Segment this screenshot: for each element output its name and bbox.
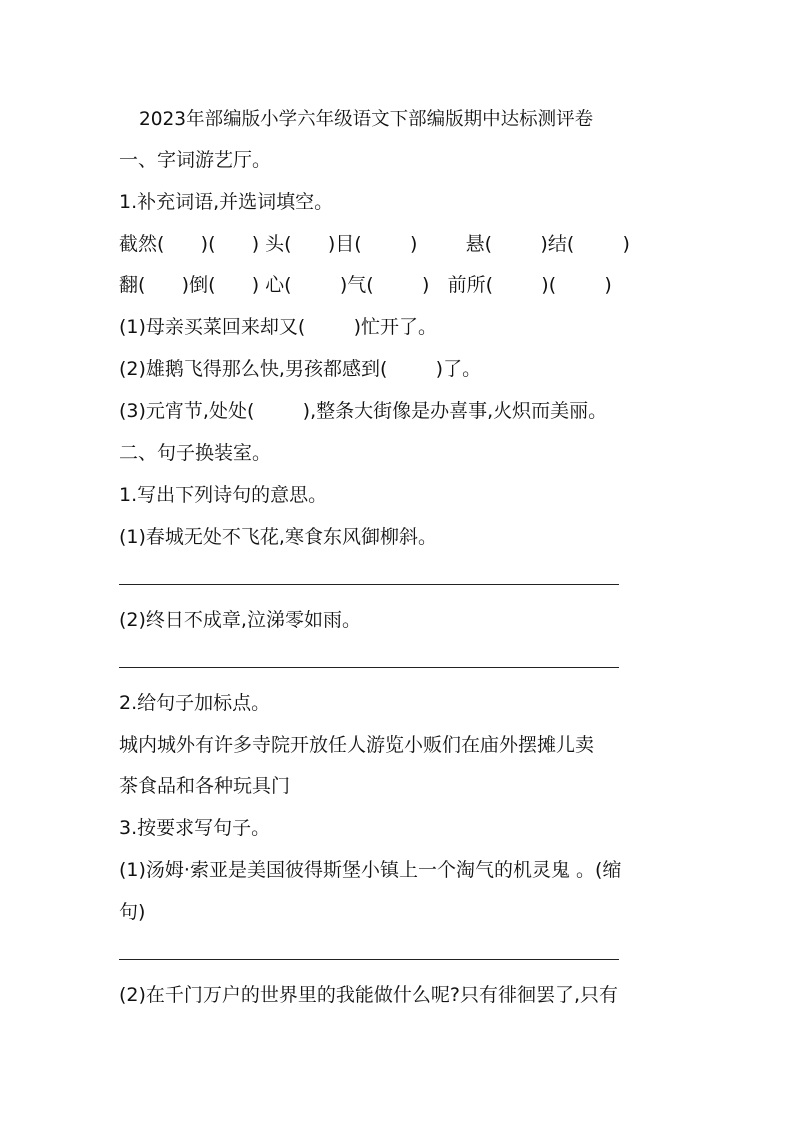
fill-blank-1: (1)母亲买菜回来却又( )忙开了。	[119, 316, 438, 338]
answer-line	[119, 584, 619, 585]
section-heading-1: 一、字词游艺厅。	[119, 149, 272, 171]
question-1-1: 1.补充词语,并选词填空。	[119, 191, 334, 213]
idiom-row-1: 截然( )( ) 头( )目( ) 悬( )结( )	[119, 233, 630, 255]
question-2-3: 3.按要求写句子。	[119, 817, 271, 839]
rewrite-sentence-1: (1)汤姆·索亚是美国彼得斯堡小镇上一个淘气的机灵鬼 。(缩	[119, 859, 622, 881]
fill-blank-3: (3)元宵节,处处( ),整条大街像是办喜事,火炽而美丽。	[119, 400, 608, 422]
answer-line	[119, 959, 619, 960]
idiom-row-2: 翻( )倒( ) 心( )气( ) 前所( )( )	[119, 274, 612, 296]
page-title: 2023年部编版小学六年级语文下部编版期中达标测评卷	[139, 109, 594, 130]
fill-blank-2: (2)雄鹅飞得那么快,男孩都感到( )了。	[119, 358, 482, 380]
question-2-2: 2.给句子加标点。	[119, 692, 271, 714]
poem-line-2: (2)终日不成章,泣涕零如雨。	[119, 609, 361, 631]
rewrite-sentence-1-cont: 句)	[119, 901, 146, 923]
section-heading-2: 二、句子换装室。	[119, 442, 272, 464]
rewrite-sentence-2: (2)在千门万户的世界里的我能做什么呢?只有徘徊罢了,只有	[119, 984, 619, 1006]
poem-line-1: (1)春城无处不飞花,寒食东风御柳斜。	[119, 526, 437, 548]
answer-line	[119, 667, 619, 668]
punctuation-sentence-line-2: 茶食品和各种玩具门	[119, 775, 291, 797]
punctuation-sentence-line-1: 城内城外有许多寺院开放任人游览小贩们在庙外摆摊儿卖	[119, 734, 595, 756]
question-2-1: 1.写出下列诗句的意思。	[119, 484, 328, 506]
